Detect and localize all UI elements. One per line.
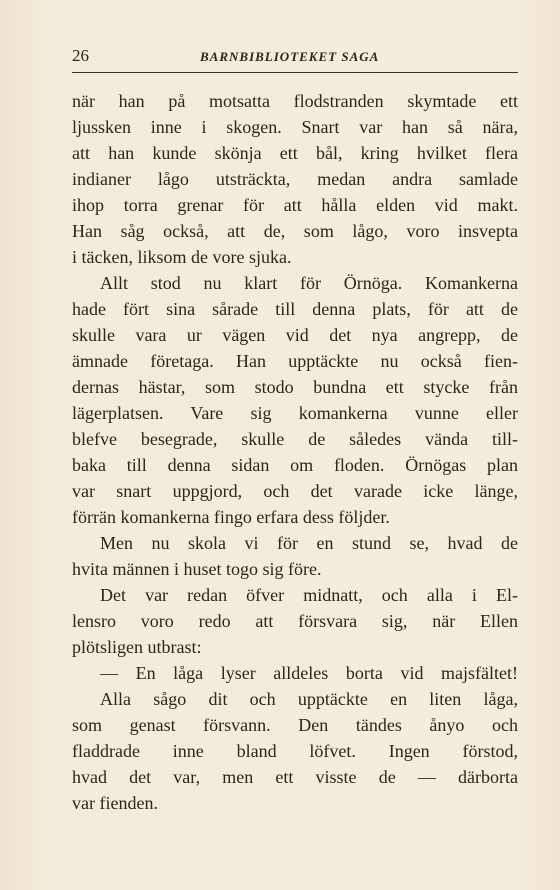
text-line: lensro voro redo att försvara sig, när Ellen	[72, 611, 518, 631]
text-line: plötsligen utbrast:	[72, 637, 202, 657]
text-line: Allt stod nu klart för Örnöga. Komankerna	[100, 273, 518, 293]
text-line: indianer lågo utsträckta, medan andra samlade	[72, 169, 518, 189]
text-line: fladdrade inne bland löfvet. Ingen förstod,	[72, 741, 518, 761]
text-line: Det var redan öfver midnatt, och alla i El-	[100, 585, 518, 605]
text-line: ljussken inne i skogen. Snart var han så nära,	[72, 117, 518, 137]
text-line: Men nu skola vi för en stund se, hvad de	[100, 533, 518, 553]
text-line: hvad det var, men ett visste de — därborta	[72, 767, 518, 787]
text-line: ämnade företaga. Han upptäckte nu också fien-	[72, 351, 518, 371]
header-rule	[72, 72, 518, 73]
text-line: dernas hästar, som stodo bundna ett stycke från	[72, 377, 518, 397]
text-line: baka till denna sidan om floden. Örnögas plan	[72, 455, 518, 475]
text-line: förrän komankerna fingo erfara dess följder.	[72, 507, 390, 527]
text-line: — En låga lyser alldeles borta vid majsfältet!	[100, 663, 518, 683]
text-line: Han såg också, att de, som lågo, voro insvepta	[72, 221, 518, 241]
text-line: ihop torra grenar för att hålla elden vid makt.	[72, 195, 518, 215]
text-line: Alla sågo dit och upptäckte en liten låga,	[100, 689, 518, 709]
text-line: var fienden.	[72, 793, 158, 813]
text-line: i täcken, liksom de vore sjuka.	[72, 247, 292, 267]
text-line: när han på motsatta flodstranden skymtade ett	[72, 91, 518, 111]
text-line: hade fört sina sårade till denna plats, för att de	[72, 299, 518, 319]
text-line: som genast försvann. Den tändes ånyo och	[72, 715, 518, 735]
text-line: hvita männen i huset togo sig före.	[72, 559, 322, 579]
text-line: lägerplatsen. Vare sig komankerna vunne eller	[72, 403, 518, 423]
page-number: 26	[72, 46, 89, 65]
text-line: blefve besegrade, skulle de således vända till-	[72, 429, 518, 449]
running-title: BARNBIBLIOTEKET SAGA	[200, 49, 380, 64]
text-line: var snart uppgjord, och det varade icke länge,	[72, 481, 518, 501]
text-line: skulle vara ur vägen vid det nya angrepp, de	[72, 325, 518, 345]
text-line: att han kunde skönja ett bål, kring hvilket flera	[72, 143, 518, 163]
page-header	[72, 44, 518, 70]
body-text	[72, 88, 518, 816]
